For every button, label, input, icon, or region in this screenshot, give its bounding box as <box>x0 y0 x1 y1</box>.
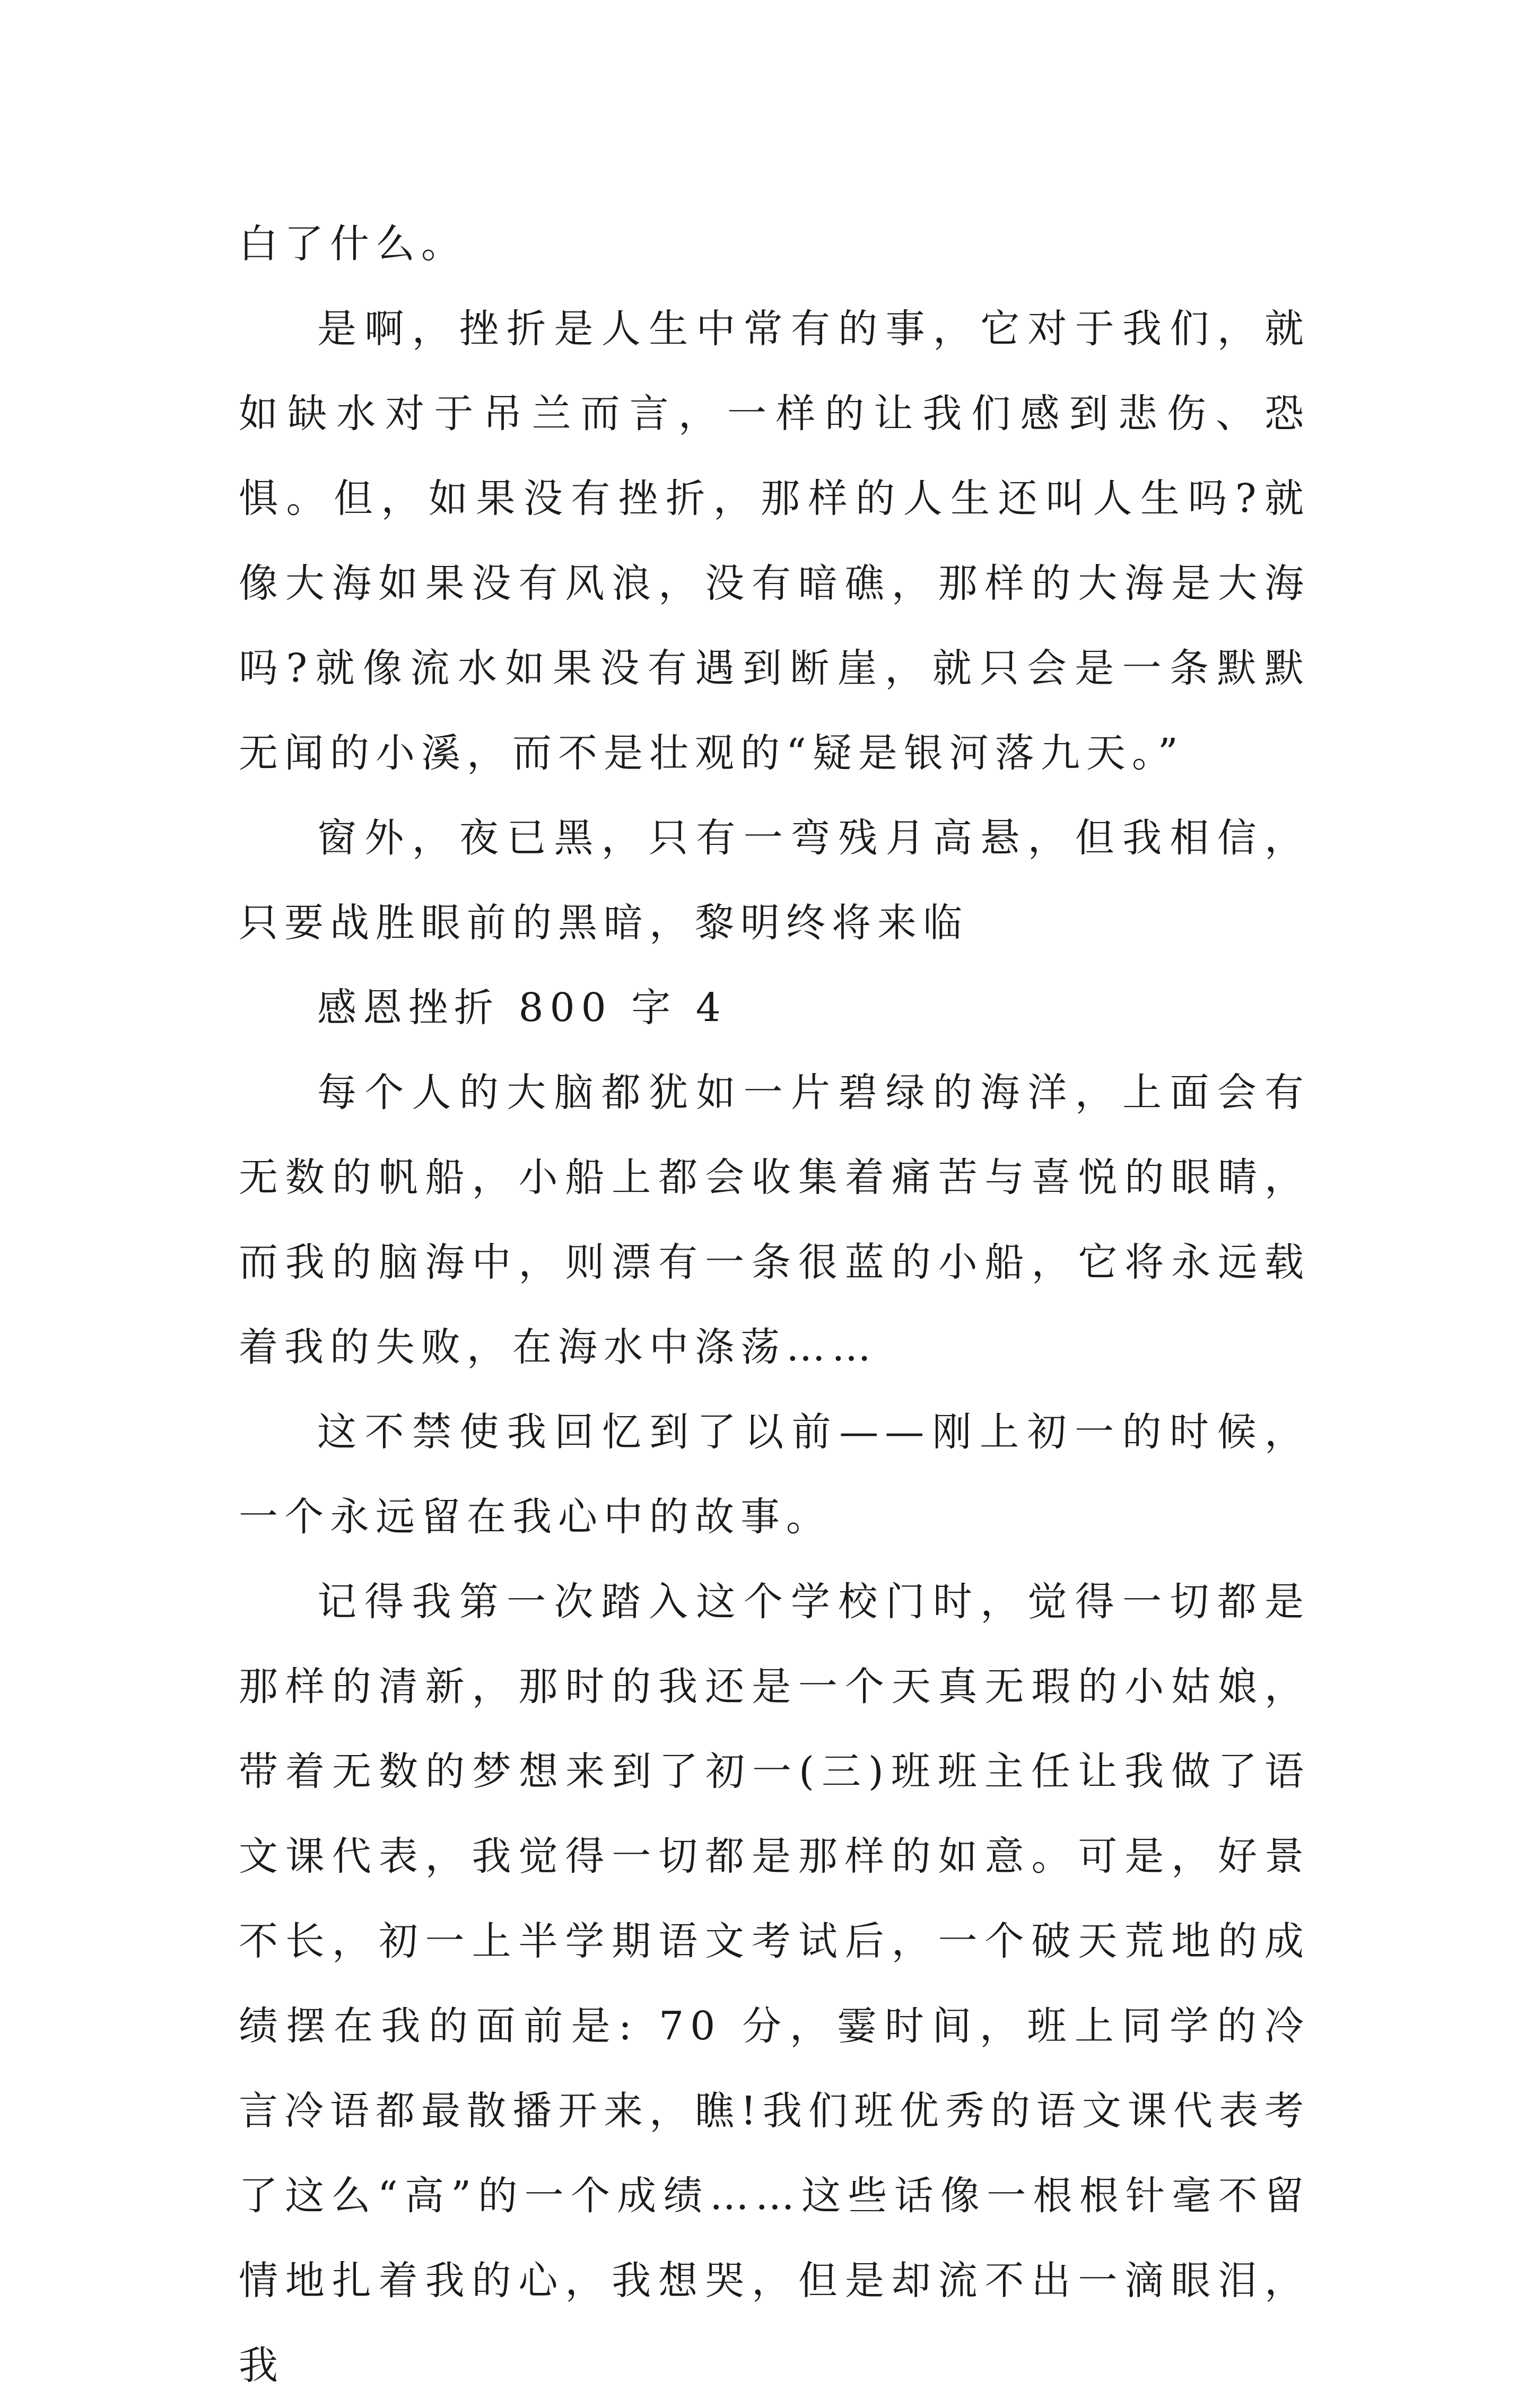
paragraph-3: 窗外，夜已黑，只有一弯残月高悬，但我相信，只要战胜眼前的黑暗，黎明终将来临 <box>239 815 1310 946</box>
paragraph-1: 白了什么。 <box>239 221 467 267</box>
body-text <box>239 202 1310 2408</box>
section-heading: 感恩挫折 800 字 4 <box>317 985 727 1031</box>
paragraph-4: 每个人的大脑都犹如一片碧绿的海洋，上面会有无数的帆船，小船上都会收集着痛苦与喜悦的眼睛，而我的脑海中，则漂有一条很蓝的小船，它将永远载着我的失败，在海水中涤荡…… <box>239 1070 1310 1370</box>
paragraph-5: 这不禁使我回忆到了以前——刚上初一的时候，一个永远留在我心中的故事。 <box>239 1409 1310 1540</box>
paragraph-2: 是啊，挫折是人生中常有的事，它对于我们，就如缺水对于吊兰而言，一样的让我们感到悲伤、恐惧。但，如果没有挫折，那样的人生还叫人生吗?就像大海如果没有风浪，没有暗礁，那样的大海是大海吗?就像流水如果没有遇到断崖，就只会是一条默默无闻的小溪，而不是壮观的“疑是银河落九天。” <box>239 306 1310 776</box>
paragraph-6: 记得我第一次踏入这个学校门时，觉得一切都是那样的清新，那时的我还是一个天真无瑕的小姑娘，带着无数的梦想来到了初一(三)班班主任让我做了语文课代表，我觉得一切都是那样的如意。可是，好景不长，初一上半学期语文考试后，一个破天荒地的成绩摆在我的面前是: 70 分，霎时间，班上同学的冷言冷语都最散播开来，瞧!我们班优秀的语文课代表考了这么“高”的一个成绩……这些话像一根根针毫不留情地扎着我的心，我想哭，但是却流不出一滴眼泪，我 <box>239 1579 1310 2388</box>
